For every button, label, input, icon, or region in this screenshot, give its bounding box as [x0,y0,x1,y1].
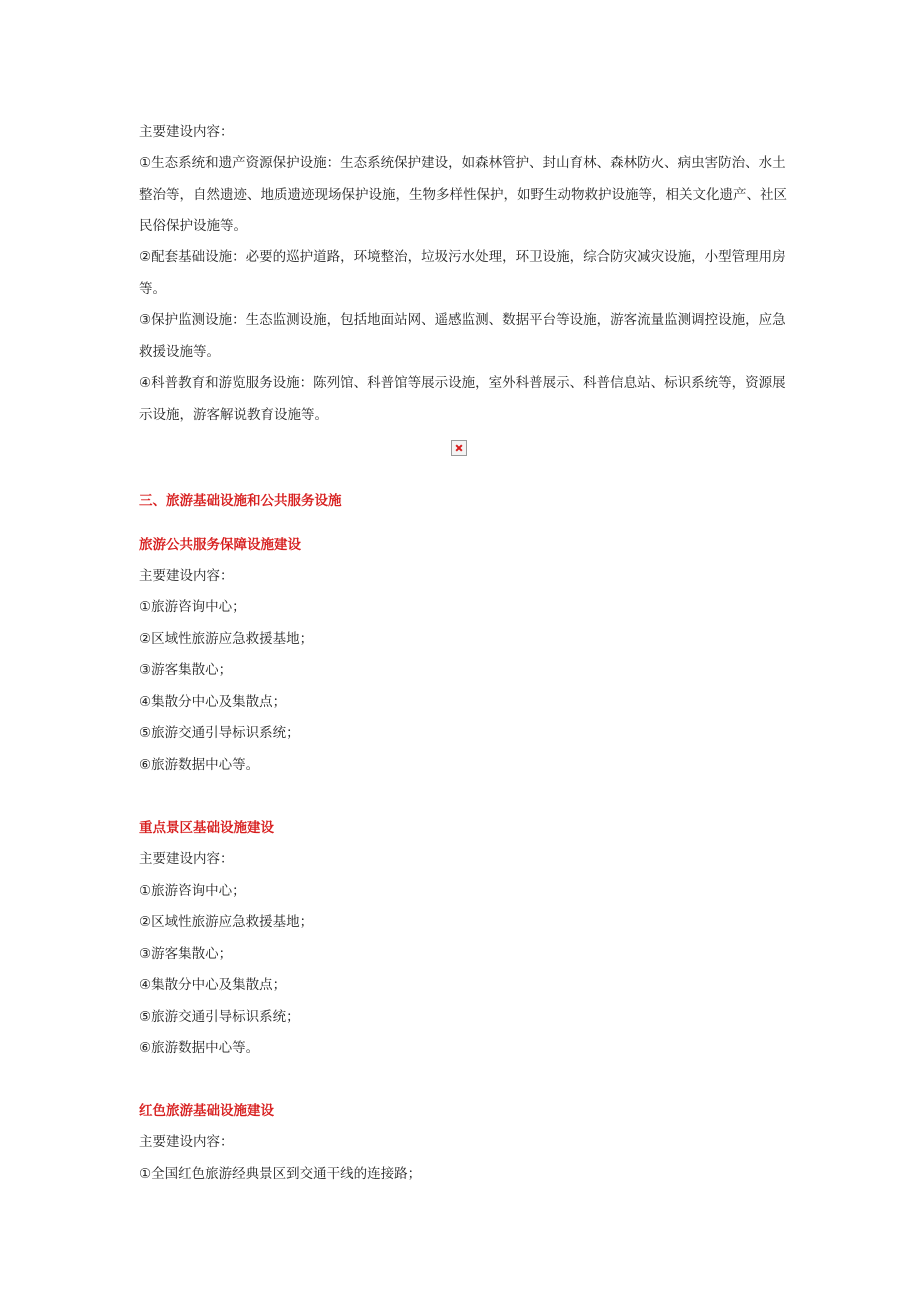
block2-title: 重点景区基础设施建设 [139,820,274,836]
block2-item: ①旅游咨询中心； [139,883,246,899]
block3-item: ①全国红色旅游经典景区到交通干线的连接路； [139,1166,422,1182]
section1-item-4: ④科普教育和游览服务设施：陈列馆、科普馆等展示设施，室外科普展示、科普信息站、标识系统等，资源展示设施，游客解说教育设施等。 [139,375,786,423]
block1-item: ⑤旅游交通引导标识系统； [139,725,300,741]
block3-label: 主要建设内容： [139,1134,234,1150]
broken-image-icon [451,440,467,456]
block1-item: ④集散分中心及集散点； [139,694,287,710]
block3-title: 红色旅游基础设施建设 [139,1103,274,1119]
section1-item-2: ②配套基础设施：必要的巡护道路，环境整治，垃圾污水处理，环卫设施，综合防灾减灾设施，小型管理用房等。 [139,249,786,297]
section1-item-3: ③保护监测设施：生态监测设施，包括地面站网、遥感监测、数据平台等设施，游客流量监测调控设施，应急救援设施等。 [139,312,786,360]
block2-label: 主要建设内容： [139,851,234,867]
block1-item: ③游客集散心； [139,662,233,678]
block2-item: ③游客集散心； [139,946,233,962]
block1-title: 旅游公共服务保障设施建设 [139,537,301,553]
block2-item: ④集散分中心及集散点； [139,977,287,993]
section1-label: 主要建设内容： [139,124,234,140]
block2-item: ⑤旅游交通引导标识系统； [139,1009,300,1025]
block1-item: ①旅游咨询中心； [139,599,246,615]
section3-title: 三、旅游基础设施和公共服务设施 [139,493,342,509]
block1-item: ②区域性旅游应急救援基地； [139,631,314,647]
block1-item: ⑥旅游数据中心等。 [139,757,260,773]
block2-item: ②区域性旅游应急救援基地； [139,914,314,930]
section1-item-1: ①生态系统和遗产资源保护设施：生态系统保护建设，如森林管护、封山育林、森林防火、病虫害防治、水土整治等，自然遗迹、地质遗迹现场保护设施，生物多样性保护，如野生动物救护设施等，相关文化遗产、社区民俗保护设施等。 [139,155,787,234]
block1-label: 主要建设内容： [139,568,234,584]
block2-item: ⑥旅游数据中心等。 [139,1040,260,1056]
